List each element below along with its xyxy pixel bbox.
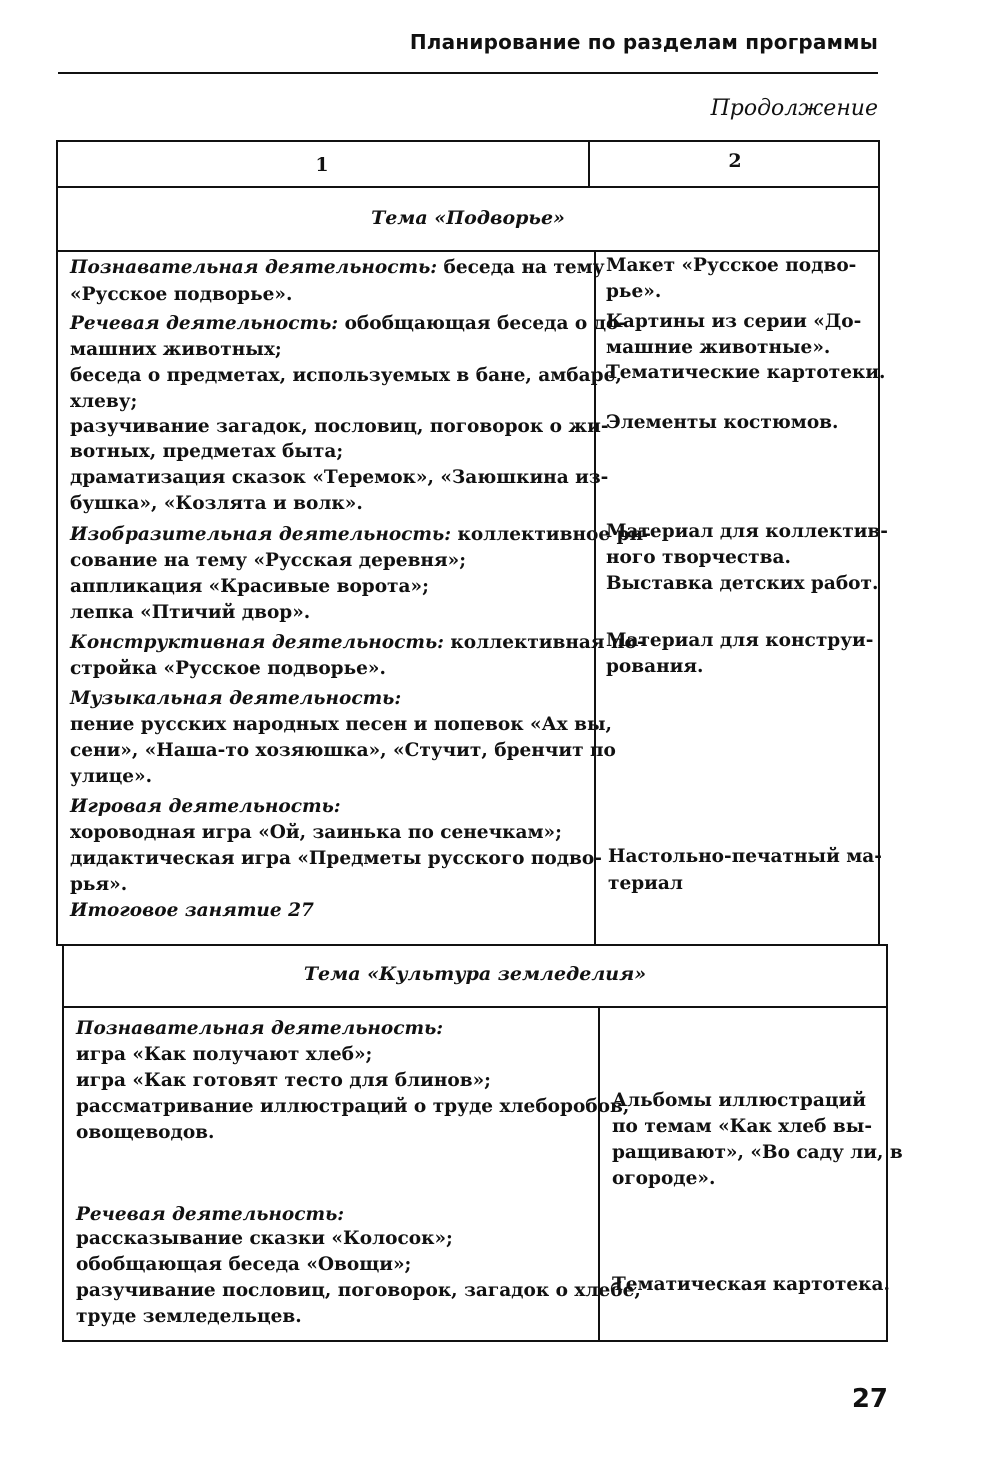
activity-line: Речевая деятельность: обобщающая беседа о до-	[70, 313, 627, 334]
activity-line	[70, 798, 341, 817]
activity-line: обобщающая беседа «Овощи»;	[76, 1254, 412, 1275]
activity-line: аппликация «Красивые ворота»;	[70, 576, 429, 597]
activity-line: машних животных;	[70, 339, 282, 360]
activity-line: дидактическая игра «Предметы русского подво-	[70, 848, 602, 869]
activity-line	[76, 1206, 344, 1225]
activity-line: вотных, предметах быта;	[70, 441, 344, 462]
activity-line: Изобразительная деятельность: коллективное ри-	[70, 524, 651, 545]
activity-label: Конструктивная деятельность:	[70, 632, 444, 653]
continuation-label: Продолжение	[710, 96, 878, 121]
column-number-1: 1	[315, 154, 329, 176]
material-line: Картины из серии «До-	[606, 311, 862, 332]
material-line: Выставка детских работ.	[606, 573, 879, 594]
page-number: 27	[851, 1384, 888, 1414]
activity-line: сование на тему «Русская деревня»;	[70, 550, 467, 571]
activity-line: бушка», «Козлята и волк».	[70, 493, 363, 514]
activity-line: Конструктивная деятельность: коллективная по-	[70, 632, 645, 653]
section-title: Тема «Подворье»	[371, 207, 565, 229]
material-line: Элементы костюмов.	[606, 412, 839, 433]
activity-label: Познавательная деятельность:	[70, 257, 438, 278]
row-divider	[56, 250, 880, 252]
section-title: Тема «Культура земледелия»	[303, 963, 647, 985]
activity-line: Познавательная деятельность: беседа на тему	[70, 257, 605, 278]
material-line: Тематическая картотека.	[612, 1274, 890, 1295]
activity-line	[76, 1020, 443, 1039]
activity-line: драматизация сказок «Теремок», «Заюшкина из-	[70, 467, 609, 488]
activity-line: разучивание загадок, пословиц, поговорок о жи-	[70, 416, 609, 437]
activity-line: рья».	[70, 874, 128, 895]
activity-line: стройка «Русское подворье».	[70, 658, 386, 679]
material-line: ращивают», «Во саду ли, в	[612, 1142, 903, 1163]
material-line: по темам «Как хлеб вы-	[612, 1116, 873, 1137]
material-line: ного творчества.	[606, 547, 791, 568]
material-line: рье».	[606, 281, 662, 302]
activity-line: игра «Как готовят тесто для блинов»;	[76, 1070, 491, 1091]
activity-label: Речевая деятельность:	[70, 313, 339, 334]
material-line: Материал для коллектив-	[606, 521, 888, 542]
running-header: Планирование по разделам программы	[409, 30, 878, 54]
activity-line	[70, 690, 401, 709]
material-line: Настольно-печатный ма-	[608, 846, 882, 867]
activity-label: Речевая деятельность:	[76, 1204, 345, 1225]
activity-line: разучивание пословиц, поговорок, загадок о хлебе,	[76, 1280, 641, 1301]
activity-label: Итоговое занятие 27	[70, 900, 314, 921]
activity-line: труде земледельцев.	[76, 1306, 302, 1327]
activity-label: Изобразительная деятельность:	[70, 524, 452, 545]
row-divider	[62, 1006, 888, 1008]
activity-label: Познавательная деятельность:	[76, 1018, 444, 1039]
activity-line: овощеводов.	[76, 1122, 215, 1143]
column-number-2: 2	[728, 150, 742, 172]
column-divider	[594, 250, 596, 946]
material-line: териал	[608, 873, 683, 894]
activity-line	[70, 902, 314, 921]
activity-line: «Русское подворье».	[70, 284, 293, 305]
activity-line: беседа о предметах, используемых в бане, амбаре,	[70, 365, 622, 386]
material-line: Макет «Русское подво-	[606, 255, 857, 276]
activity-line: лепка «Птичий двор».	[70, 602, 311, 623]
material-line: рования.	[606, 656, 704, 677]
material-line: огороде».	[612, 1168, 716, 1189]
material-line: Тематические картотеки.	[606, 362, 886, 383]
material-line: Альбомы иллюстраций	[612, 1090, 866, 1111]
activity-line: рассматривание иллюстраций о труде хлеборобов,	[76, 1096, 630, 1117]
activity-line: пение русских народных песен и попевок «Ах вы,	[70, 714, 612, 735]
material-line: машние животные».	[606, 337, 831, 358]
activity-line: улице».	[70, 766, 153, 787]
activity-label: Игровая деятельность:	[70, 796, 341, 817]
material-line: Материал для конструи-	[606, 630, 874, 651]
activity-line: игра «Как получают хлеб»;	[76, 1044, 373, 1065]
activity-line: сени», «Наша-то хозяюшка», «Стучит, бренчит по	[70, 740, 616, 761]
activity-line: рассказывание сказки «Колосок»;	[76, 1228, 453, 1249]
activity-line: хороводная игра «Ой, заинька по сенечкам»;	[70, 822, 562, 843]
activity-label: Музыкальная деятельность:	[70, 688, 402, 709]
header-rule	[58, 72, 878, 74]
activity-line: хлеву;	[70, 391, 138, 412]
row-divider	[56, 186, 880, 188]
